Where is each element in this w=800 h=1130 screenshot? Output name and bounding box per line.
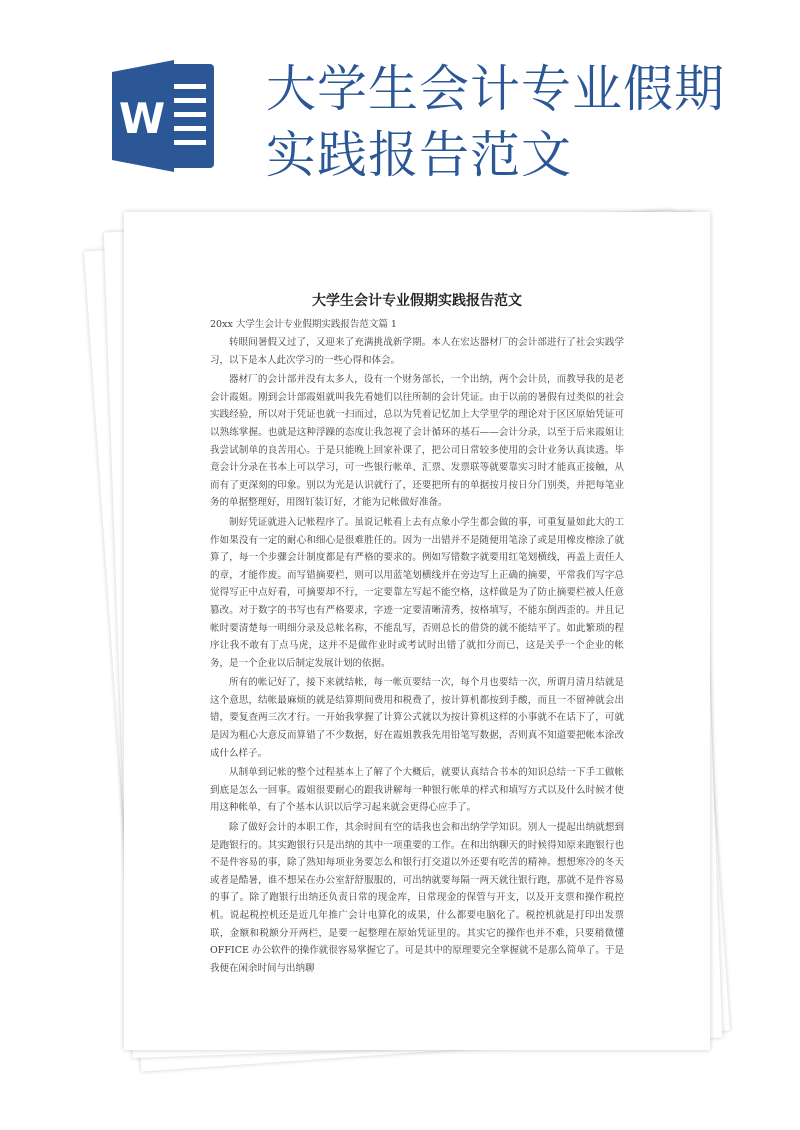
body-paragraph: 从制单到记帐的整个过程基本上了解了个大概后，就要认真结合书本的知识总结一下手工做帐到底是怎么一回事。霞姐很要耐心的跟我讲解每一种银行帐单的样式和填写方式以及什么时候才使用这种帐单，有了个基本认识以后学习起来就会更得心应手了。: [210, 767, 624, 814]
document-title: 大学生会计专业假期实践报告范文: [312, 293, 522, 309]
body-paragraph: 转眼间暑假又过了，又迎来了充满挑战新学期。本人在宏达器材厂的会计部进行了社会实践学习，以下是本人此次学习的一些心得和体会。: [210, 337, 624, 366]
document-body: [210, 334, 624, 979]
document-page: [124, 212, 710, 1050]
body-paragraph: 除了做好会计的本职工作，其余时间有空的话我也会和出纳学学知识。别人一提起出纳就想到是跑银行的。其实跑银行只是出纳的其中一项重要的工作。在和出纳聊天的时候得知原来跑银行也不是件容易的事，除了熟知每项业务要怎么和银行打交道以外还要有吃苦的精神。想想寒冷的冬天或者是酷暑，谁不想呆在办公室舒舒服服的，可出纳就要每隔一两天就往银行跑，那就不是件容易的事了。除了跑银行出纳还负责日常的现金库，日常现金的保管与开支，以及开支票和操作税控机。说起税控机还是近几年推广会计电算化的成果，什么都要电脑化了。税控机就是打印出发票联，金额和税额分开两栏，是要一起整理在原始凭证里的。其实它的操作也并不难，只要稍微懂 OFFICE 办公软件的操作就很容易掌握它了。可是其中的原理要完全掌握就不是那么简单了。于是我便在闲余时间与出纳聊: [210, 822, 624, 974]
document-subtitle: 20xx 大学生会计专业假期实践报告范文篇 1: [210, 319, 397, 330]
page-headline: 大学生会计专业假期实践报告范文: [266, 60, 725, 184]
word-app-icon: [112, 58, 220, 174]
word-icon-letter: W: [118, 94, 166, 143]
body-paragraph: 制好凭证就进入记帐程序了。虽说记帐看上去有点象小学生都会做的事，可重复量如此大的工作如果没有一定的耐心和细心是很难胜任的。因为一出错并不是随便用笔涂了或是用橡皮檫涂了就算了，每一个步骤会计制度都是有严格的要求的。例如写错数字就要用红笔划横线，再盖上责任人的章，才能作废。而写错摘要栏，则可以用蓝笔划横线并在旁边写上正确的摘要，平常我们写字总觉得写正中点好看，可摘要却不行，一定要靠左写起不能空格，这样做是为了防止摘要栏被人任意篡改。对于数字的书写也有严格要求，字迹一定要清晰清秀，按格填写，不能东倒西歪的。并且记帐时要清楚每一明细分录及总帐名称，不能乱写，否则总长的借贷的就不能结平了。如此繁琐的程序让我不敢有丁点马虎，这并不是做作业时或考试时出错了就扣分而已，这是关乎一个企业的帐务，是一个企业以后制定发展计划的依据。: [210, 516, 624, 669]
body-paragraph: 所有的帐记好了，接下来就结帐，每一帐页要结一次，每个月也要结一次，所谓月清月结就是这个意思，结帐最麻烦的就是结算期间费用和税费了，按计算机都按到手酸，而且一不留神就会出错，要复查两三次才行。一开始我掌握了计算公式就以为按计算机这样的小事就不在话下了，可就是因为粗心大意反而算错了不少数据，好在霞姐教我先用铅笔写数据，否则真不知道要把帐本涂改成什么样子。: [210, 677, 624, 759]
body-paragraph: 器材厂的会计部并没有太多人，设有一个财务部长，一个出纳，两个会计员，而教导我的是老会计霞姐。刚到会计部霞姐就叫我先看她们以往所制的会计凭证。由于以前的暑假有过类似的社会实践经验，所以对于凭证也就一扫而过，总以为凭着记忆加上大学里学的理论对于区区原始凭证可以熟练掌握。也就是这种浮躁的态度让我忽视了会计循环的基石——会计分录，以至于后来霞姐让我尝试制单的良苦用心。于是只能晚上回家补课了，把公司日常较多使用的会计业务认真读透。毕竟会计分录在书本上可以学习，可一些银行帐单、汇票、发票联等就要靠实习时才能真正接触，从而有了更深刻的印象。别以为光是认识就行了，还要把所有的单据按月按日分门别类，并把每笔业务的单据整理好，用图钉装订好，才能为记帐做好准备。: [210, 374, 624, 509]
